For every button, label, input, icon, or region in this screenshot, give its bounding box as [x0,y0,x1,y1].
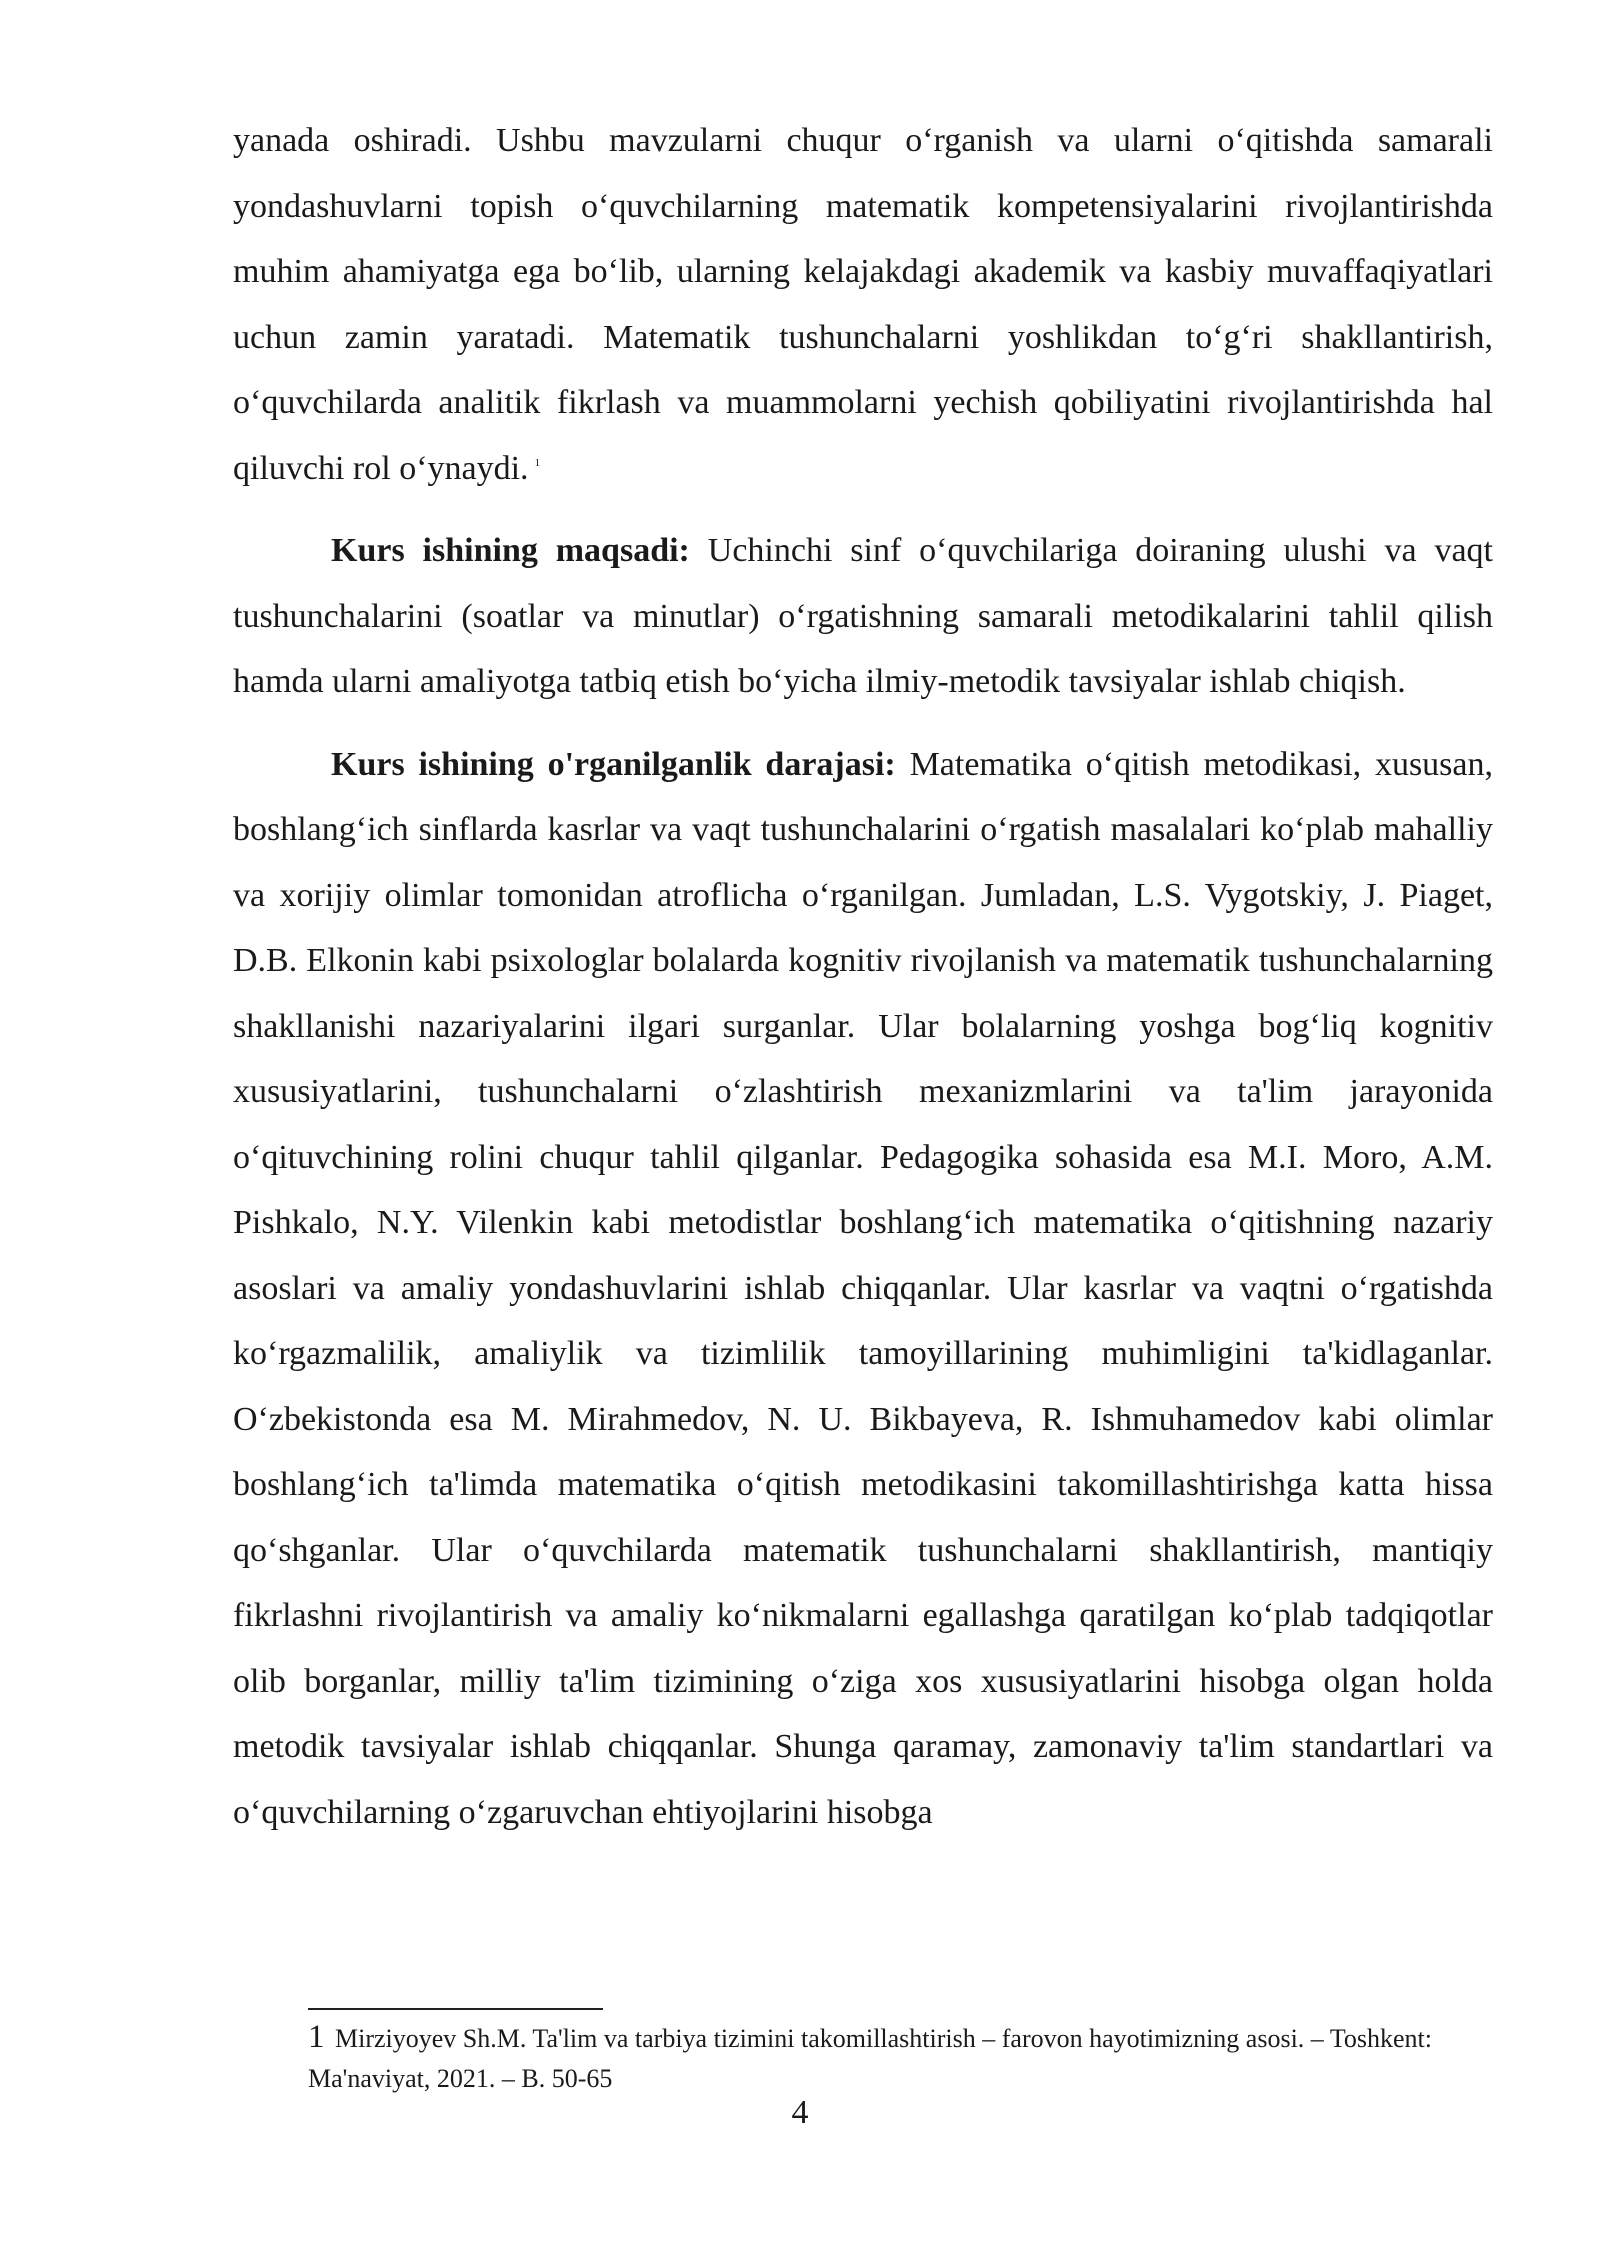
purpose-heading: Kurs ishining maqsadi: [331,532,690,569]
paragraph-purpose [233,518,1493,715]
footnote-reference: 1 [534,457,541,470]
paragraph-intro-text: yanada oshiradi. Ushbu mavzularni chuqur o‘rganish va ularni o‘qitishda samarali yondashuvlarni topish o‘quvchilarning matematik kompetensiyalarini rivojlantirishda muhim ahamiyatga ega bo‘lib, ularning kelajakdagi akademik va kasbiy muvaffaqiyatlari uchun zamin yaratadi. Matematik tushunchalarni yoshlikdan to‘g‘ri shakllantirish, o‘quvchilarda analitik fikrlash va muammolarni yechish qobiliyatini rivojlantirishda hal qiluvchi rol o‘ynaydi. [233,122,1493,487]
paragraph-research-level [233,732,1493,1846]
paragraph-intro [233,108,1493,501]
footnote-separator [308,2008,603,2010]
research-level-text: Matematika o‘qitish metodikasi, xususan, boshlang‘ich sinflarda kasrlar va vaqt tushunchalarini o‘rgatish masalalari ko‘plab mahalliy va xorijiy olimlar tomonidan atroflicha o‘rganilgan. Jumladan, L.S. Vygotskiy, J. Piaget, D.B. Elkonin kabi psixologlar bolalarda kognitiv rivojlanish va matematik tushunchalarning shakllanishi nazariyalarini ilgari surganlar. Ular bolalarning yoshga bog‘liq kognitiv xususiyatlarini, tushunchalarni o‘zlashtirish mexanizmlarini va ta'lim jarayonida o‘qituvchining rolini chuqur tahlil qilganlar. Pedagogika sohasida esa M.I. Moro, A.M. Pishkalo, N.Y. Vilenkin kabi metodistlar boshlang‘ich matematika o‘qitishning nazariy asoslari va amaliy yondashuvlarini ishlab chiqqanlar. Ular kasrlar va vaqtni o‘rgatishda ko‘rgazmalilik, amaliylik va tizimlilik tamoyillarining muhimligini ta'kidlaganlar. O‘zbekistonda esa M. Mirahmedov, N. U. Bikbayeva, R. Ishmuhamedov kabi olimlar boshlang‘ich ta'limda matematika o‘qitish metodikasini takomillashtirishga katta hissa qo‘shganlar. Ular o‘quvchilarda matematik tushunchalarni shakllantirish, mantiqiy fikrlashni rivojlantirish va amaliy ko‘nikmalarni egallashga qaratilgan ko‘plab tadqiqotlar olib borganlar, milliy ta'lim tizimining o‘ziga xos xususiyatlarini hisobga olgan holda metodik tavsiyalar ishlab chiqqanlar. Shunga qaramay, zamonaviy ta'lim standartlari va o‘quvchilarning o‘zgaruvchan ehtiyojlarini hisobga [233,745,1493,1831]
footnote-number: 1 [308,2019,325,2055]
research-level-heading: Kurs ishining o'rganilganlik darajasi: [331,745,896,783]
page-number: 4 [791,2094,809,2131]
document-body [233,108,1493,1845]
footnote-text: Mirziyoyev Sh.M. Ta'lim va tarbiya tizimini takomillashtirish – farovon hayotimizning asosi. – Toshkent: Ma'naviyat, 2021. – B. 50-65 [308,2024,1433,2093]
footnote [308,2017,1498,2099]
purpose-text: Uchinchi sinf o‘quvchilariga doiraning ulushi va vaqt tushunchalarini (soatlar va minutlar) o‘rgatishning samarali metodikalarini tahlil qilish hamda ularni amaliyotga tatbiq etish bo‘yicha ilmiy-metodik tavsiyalar ishlab chiqish. [233,532,1493,700]
